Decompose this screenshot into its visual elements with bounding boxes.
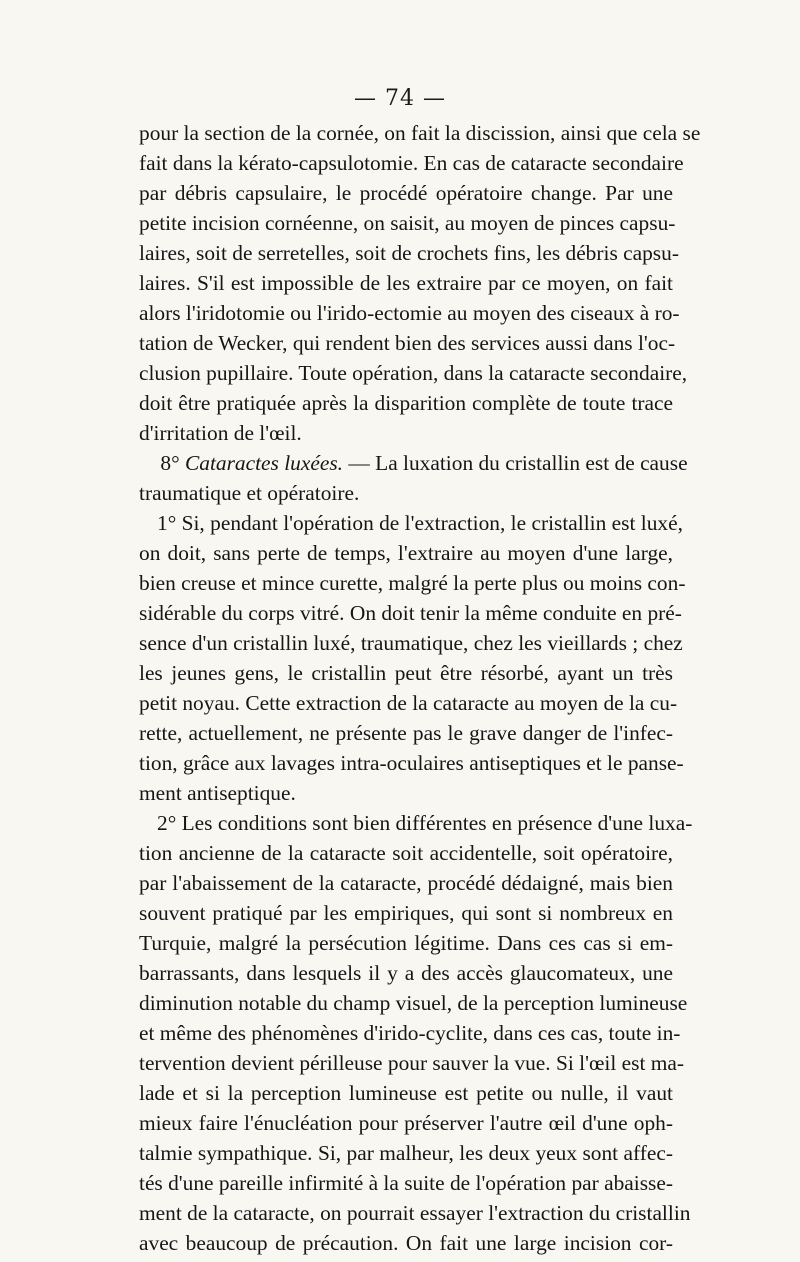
text-line: talmie sympathique. Si, par malheur, les deux yeux sont affec-: [139, 1141, 673, 1165]
text-line: souvent pratiqué par les empiriques, qui sont si nombreux en: [139, 901, 673, 925]
text-line: par l'abaissement de la cataracte, procédé dédaigné, mais bien: [139, 871, 673, 895]
text-line: sidérable du corps vitré. On doit tenir la même conduite en pré-: [139, 601, 682, 625]
text-line: laires, soit de serretelles, soit de crochets fins, les débris capsu-: [139, 241, 679, 265]
text-line: petit noyau. Cette extraction de la cataracte au moyen de la cu-: [139, 691, 678, 715]
text-line: tion, grâce aux lavages intra-oculaires antiseptiques et le panse-: [139, 751, 684, 775]
text-line: par débris capsulaire, le procédé opératoire change. Par une: [139, 181, 673, 205]
body-text: [139, 118, 701, 1258]
text-line: ment antiseptique.: [139, 781, 296, 805]
section-title: Cataractes luxées.: [185, 451, 344, 475]
text-line: alors l'iridotomie ou l'irido-ectomie au moyen des ciseaux à ro-: [139, 301, 680, 325]
text-line: Turquie, malgré la persécution légitime. Dans ces cas si em-: [139, 931, 673, 955]
text-line: clusion pupillaire. Toute opération, dans la cataracte secondaire,: [139, 361, 688, 385]
section-number: 8°: [160, 451, 180, 475]
text-line: 1° Si, pendant l'opération de l'extraction, le cristallin est luxé,: [157, 511, 683, 535]
text-line: tervention devient périlleuse pour sauver la vue. Si l'œil est ma-: [139, 1051, 685, 1075]
text-line: on doit, sans perte de temps, l'extraire au moyen d'une large,: [139, 541, 673, 565]
text-line: tés d'une pareille infirmité à la suite de l'opération par abaisse-: [139, 1171, 673, 1195]
text-line: doit être pratiquée après la disparition complète de toute trace: [139, 391, 673, 415]
text-line: sence d'un cristallin luxé, traumatique, chez les vieillards ; chez: [139, 631, 683, 655]
text-line: les jeunes gens, le cristallin peut être résorbé, ayant un très: [139, 661, 673, 685]
text-line: ment de la cataracte, on pourrait essayer l'extraction du cristallin: [139, 1201, 691, 1225]
text-line: laires. S'il est impossible de les extraire par ce moyen, on fait: [139, 271, 673, 295]
text-line: pour la section de la cornée, on fait la discission, ainsi que cela se: [139, 121, 701, 145]
text-line: bien creuse et mince curette, malgré la perte plus ou moins con-: [139, 571, 686, 595]
text-line: tation de Wecker, qui rendent bien des services aussi dans l'oc-: [139, 331, 676, 355]
text-line: d'irritation de l'œil.: [139, 421, 302, 445]
text-line: tion ancienne de la cataracte soit accidentelle, soit opératoire,: [139, 841, 673, 865]
text-line: 2° Les conditions sont bien différentes en présence d'une luxa-: [157, 811, 693, 835]
text-line: avec beaucoup de précaution. On fait une large incision cor-: [139, 1231, 673, 1255]
text-line: lade et si la perception lumineuse est petite ou nulle, il vaut: [139, 1081, 673, 1105]
section-heading-line: [139, 448, 688, 478]
text-line: rette, actuellement, ne présente pas le grave danger de l'infec-: [139, 721, 673, 745]
section-heading-rest: — La luxation du cristallin est de cause: [348, 451, 688, 475]
text-line: petite incision cornéenne, on saisit, au moyen de pinces capsu-: [139, 211, 676, 235]
text-line: mieux faire l'énucléation pour préserver l'autre œil d'une oph-: [139, 1111, 673, 1135]
text-line: barrassants, dans lesquels il y a des accès glaucomateux, une: [139, 961, 673, 985]
text-line: fait dans la kérato-capsulotomie. En cas de cataracte secondaire: [139, 151, 684, 175]
page-number: — 74 —: [354, 86, 446, 111]
text-line: diminution notable du champ visuel, de la perception lumineuse: [139, 991, 688, 1015]
text-line: et même des phénomènes d'irido-cyclite, dans ces cas, toute in-: [139, 1021, 681, 1045]
text-line: traumatique et opératoire.: [139, 481, 360, 505]
